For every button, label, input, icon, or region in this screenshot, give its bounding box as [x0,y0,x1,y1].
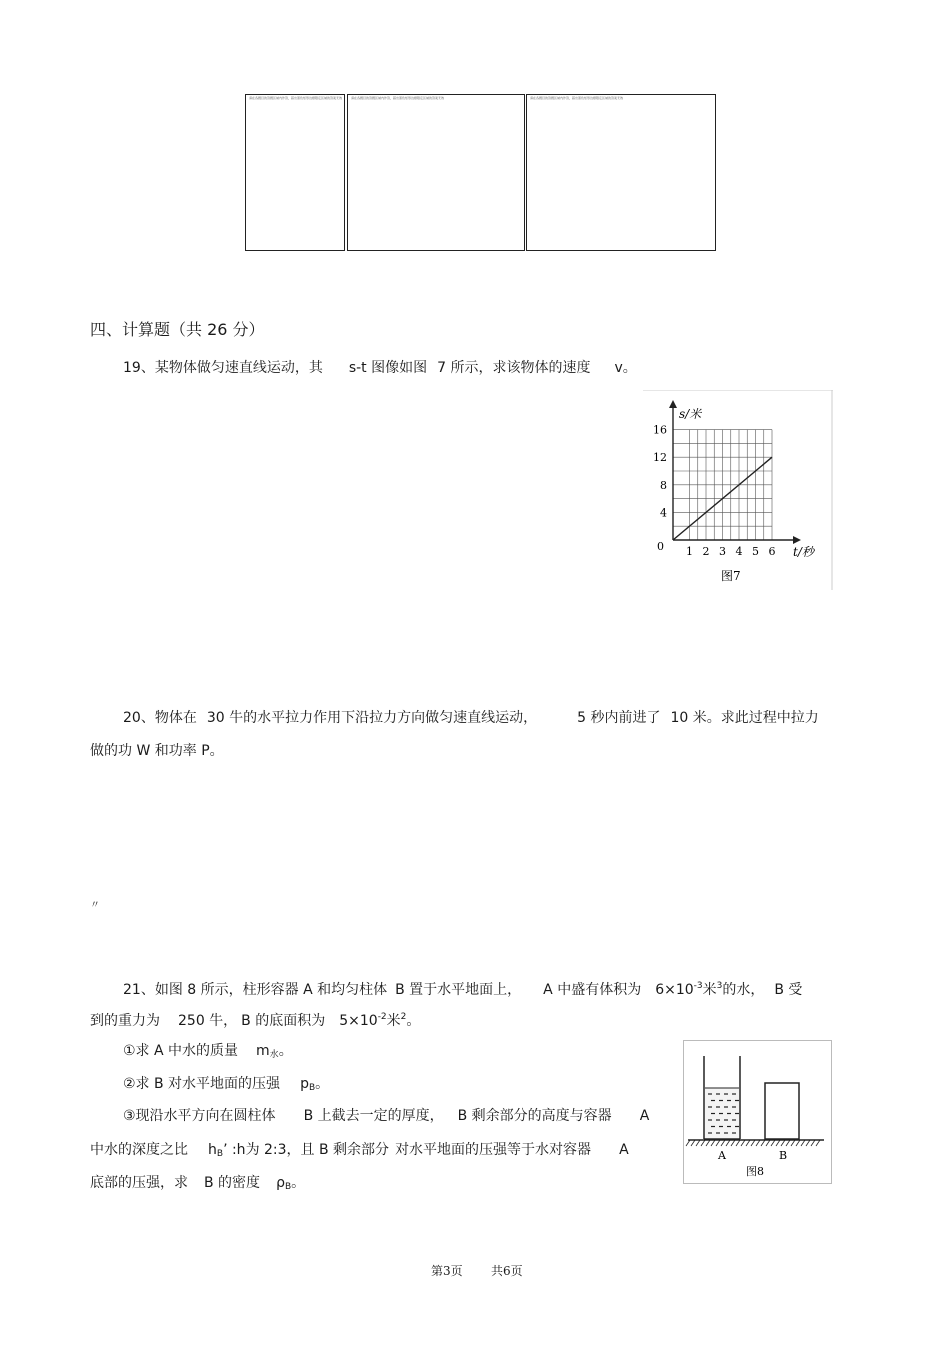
stray-mark: 〃 [90,900,100,911]
hatch-line [706,1140,710,1146]
q21-text: ③现沿水平方向在圆柱体 [123,1108,276,1124]
q21-text: B 受 [774,982,803,998]
figure-caption: 图8 [746,1165,764,1178]
chart-grid [673,430,772,540]
x-axis-label: t/秒 [793,545,814,559]
q21-text: B 的底面积为 [241,1013,326,1029]
q21-text: ①求 A 中水的质量 [123,1043,239,1059]
question-21-item-1 [123,1041,293,1065]
hatch-line [696,1140,700,1146]
hatch-line [781,1140,785,1146]
q21-text: 到的重力为 [90,1013,160,1029]
hatch-line [736,1140,740,1146]
q21-text: 250 牛， [178,1013,238,1029]
q21-exponent: 2 [400,1012,407,1022]
question-21-line-2 [90,1007,420,1031]
q20-text: 10 米。求此过程中拉力 [670,710,819,726]
label-a: A [718,1149,726,1162]
figure-caption: 图7 [721,569,741,583]
y-axis-label: s/米 [679,407,702,421]
q19-text: s-t 图像如图 [348,360,428,376]
x-tick-label: 4 [735,545,743,558]
hatch-line [751,1140,755,1146]
q20-text: 20、物体在 [123,710,197,726]
hatch-line [786,1140,790,1146]
answer-box-3 [526,94,716,251]
ground-hatch [686,1140,820,1146]
answer-box-2 [347,94,525,251]
q21-exponent: -2 [377,1012,387,1022]
q21-text: ρ [276,1175,285,1191]
q21-subscript: B [216,1149,224,1159]
question-21-item-3 [123,1106,649,1126]
q21-text: 米 [386,1013,401,1029]
answer-box-1 [245,94,345,251]
hatch-line [726,1140,730,1146]
q21-text: 中水的深度之比 [90,1142,188,1158]
q21-text: h [208,1142,217,1158]
q21-text: 对水平地面的压强等于水对容器 [395,1142,592,1158]
hatch-line [746,1140,750,1146]
q21-text: B 剩余部分的高度与容器 [457,1108,612,1124]
question-21-item-3-line-3 [90,1173,305,1197]
q21-text: 。 [315,1076,330,1092]
q21-text: 米 [702,982,717,998]
page-number: 第3页 [431,1264,463,1278]
q21-text: 的水， [722,982,765,998]
y-axis-arrow-icon [669,400,677,408]
question-20-line-1 [123,708,819,728]
answer-box-caption: 请在各题目的答题区域内作答，超出黑色矩形边框限定区域的答案无效 [249,96,343,100]
q21-text: B 置于水平地面上， [395,982,522,998]
figure-7 [643,390,833,590]
question-21-item-2 [123,1074,329,1098]
x-tick-label: 1 [686,545,693,558]
q21-text: ②求 B 对水平地面的压强 [123,1076,281,1092]
hatch-line [721,1140,725,1146]
q21-text: A 中盛有体积为 [543,982,642,998]
y-tick-label: 16 [653,423,667,437]
q20-text: 5 秒内前进了 [577,710,661,726]
hatch-line [766,1140,770,1146]
q21-text: 底部的压强，求 [90,1175,188,1191]
q21-exponent: -3 [693,981,703,991]
q21-text: 。 [291,1175,306,1191]
x-tick-label: 6 [768,545,776,558]
page-total: 共6页 [491,1264,523,1278]
question-19 [123,358,637,378]
q21-text: A [619,1142,629,1158]
x-tick-label: 5 [752,545,759,558]
q21-subscript: B [284,1182,292,1192]
question-21-line-1 [123,976,802,1000]
q21-text: A [639,1108,650,1124]
q19-text: v。 [614,360,637,376]
hatch-line [701,1140,705,1146]
x-tick-label: 2 [702,545,710,558]
q21-subscript: 水 [269,1050,279,1060]
hatch-line [686,1140,690,1146]
q21-exponent: 3 [716,981,723,991]
q21-text: 器 A 和均匀柱体 [284,982,388,998]
hatch-line [711,1140,715,1146]
hatch-line [771,1140,775,1146]
origin-label: 0 [657,540,664,553]
figure-8 [683,1040,832,1184]
hatch-line [761,1140,765,1146]
hatch-line [716,1140,720,1146]
q19-text: 19、某物体做匀速直线运动，其 [123,360,323,376]
y-tick-label: 4 [660,506,667,520]
hatch-line [741,1140,745,1146]
hatch-line [811,1140,815,1146]
answer-box-caption: 请在各题目的答题区域内作答，超出黑色矩形边框限定区域的答案无效 [530,96,624,100]
q21-text: B 上截去一定的厚度， [303,1108,444,1124]
figure-8-svg [684,1041,831,1183]
q19-text: 7 所示，求该物体的速度 [437,360,591,376]
x-axis-arrow-icon [793,536,801,544]
hatch-line [816,1140,820,1146]
section-title: 四、计算题（共 26 分） [90,320,265,339]
q21-text: 。 [278,1043,293,1059]
hatch-line [776,1140,780,1146]
q21-text: 21、如图 8 所示，柱形容 [123,982,285,998]
q21-text: m [256,1043,270,1059]
q21-text: ’ :h [223,1142,246,1158]
answer-box-caption: 请在各题目的答题区域内作答，超出黑色矩形边框限定区域的答案无效 [351,96,445,100]
q21-text: B 的密度 [204,1175,261,1191]
q21-text: 6×10 [655,982,694,998]
question-20-line-2: 做的功 W 和功率 P。 [90,743,224,759]
cylinder-b [765,1083,799,1139]
q21-text: 。 [406,1013,421,1029]
hatch-line [791,1140,795,1146]
q21-text: 5×10 [339,1013,378,1029]
q21-text: p [300,1076,309,1092]
q21-subscript: B [308,1083,316,1093]
y-tick-label: 8 [660,478,667,492]
hatch-line [806,1140,810,1146]
question-21-item-3-line-2 [90,1140,629,1164]
q20-text: 30 牛的水平拉力作用下沿拉力方向做匀速直线运动， [206,710,538,726]
q21-text: 为 2:3，且 B 剩余部分 [245,1142,390,1158]
x-tick-label: 3 [719,545,726,558]
hatch-line [731,1140,735,1146]
hatch-line [691,1140,695,1146]
hatch-line [756,1140,760,1146]
hatch-line [801,1140,805,1146]
hatch-line [796,1140,800,1146]
y-tick-label: 12 [653,451,667,465]
label-b: B [779,1149,788,1162]
figure-7-svg [643,390,833,590]
